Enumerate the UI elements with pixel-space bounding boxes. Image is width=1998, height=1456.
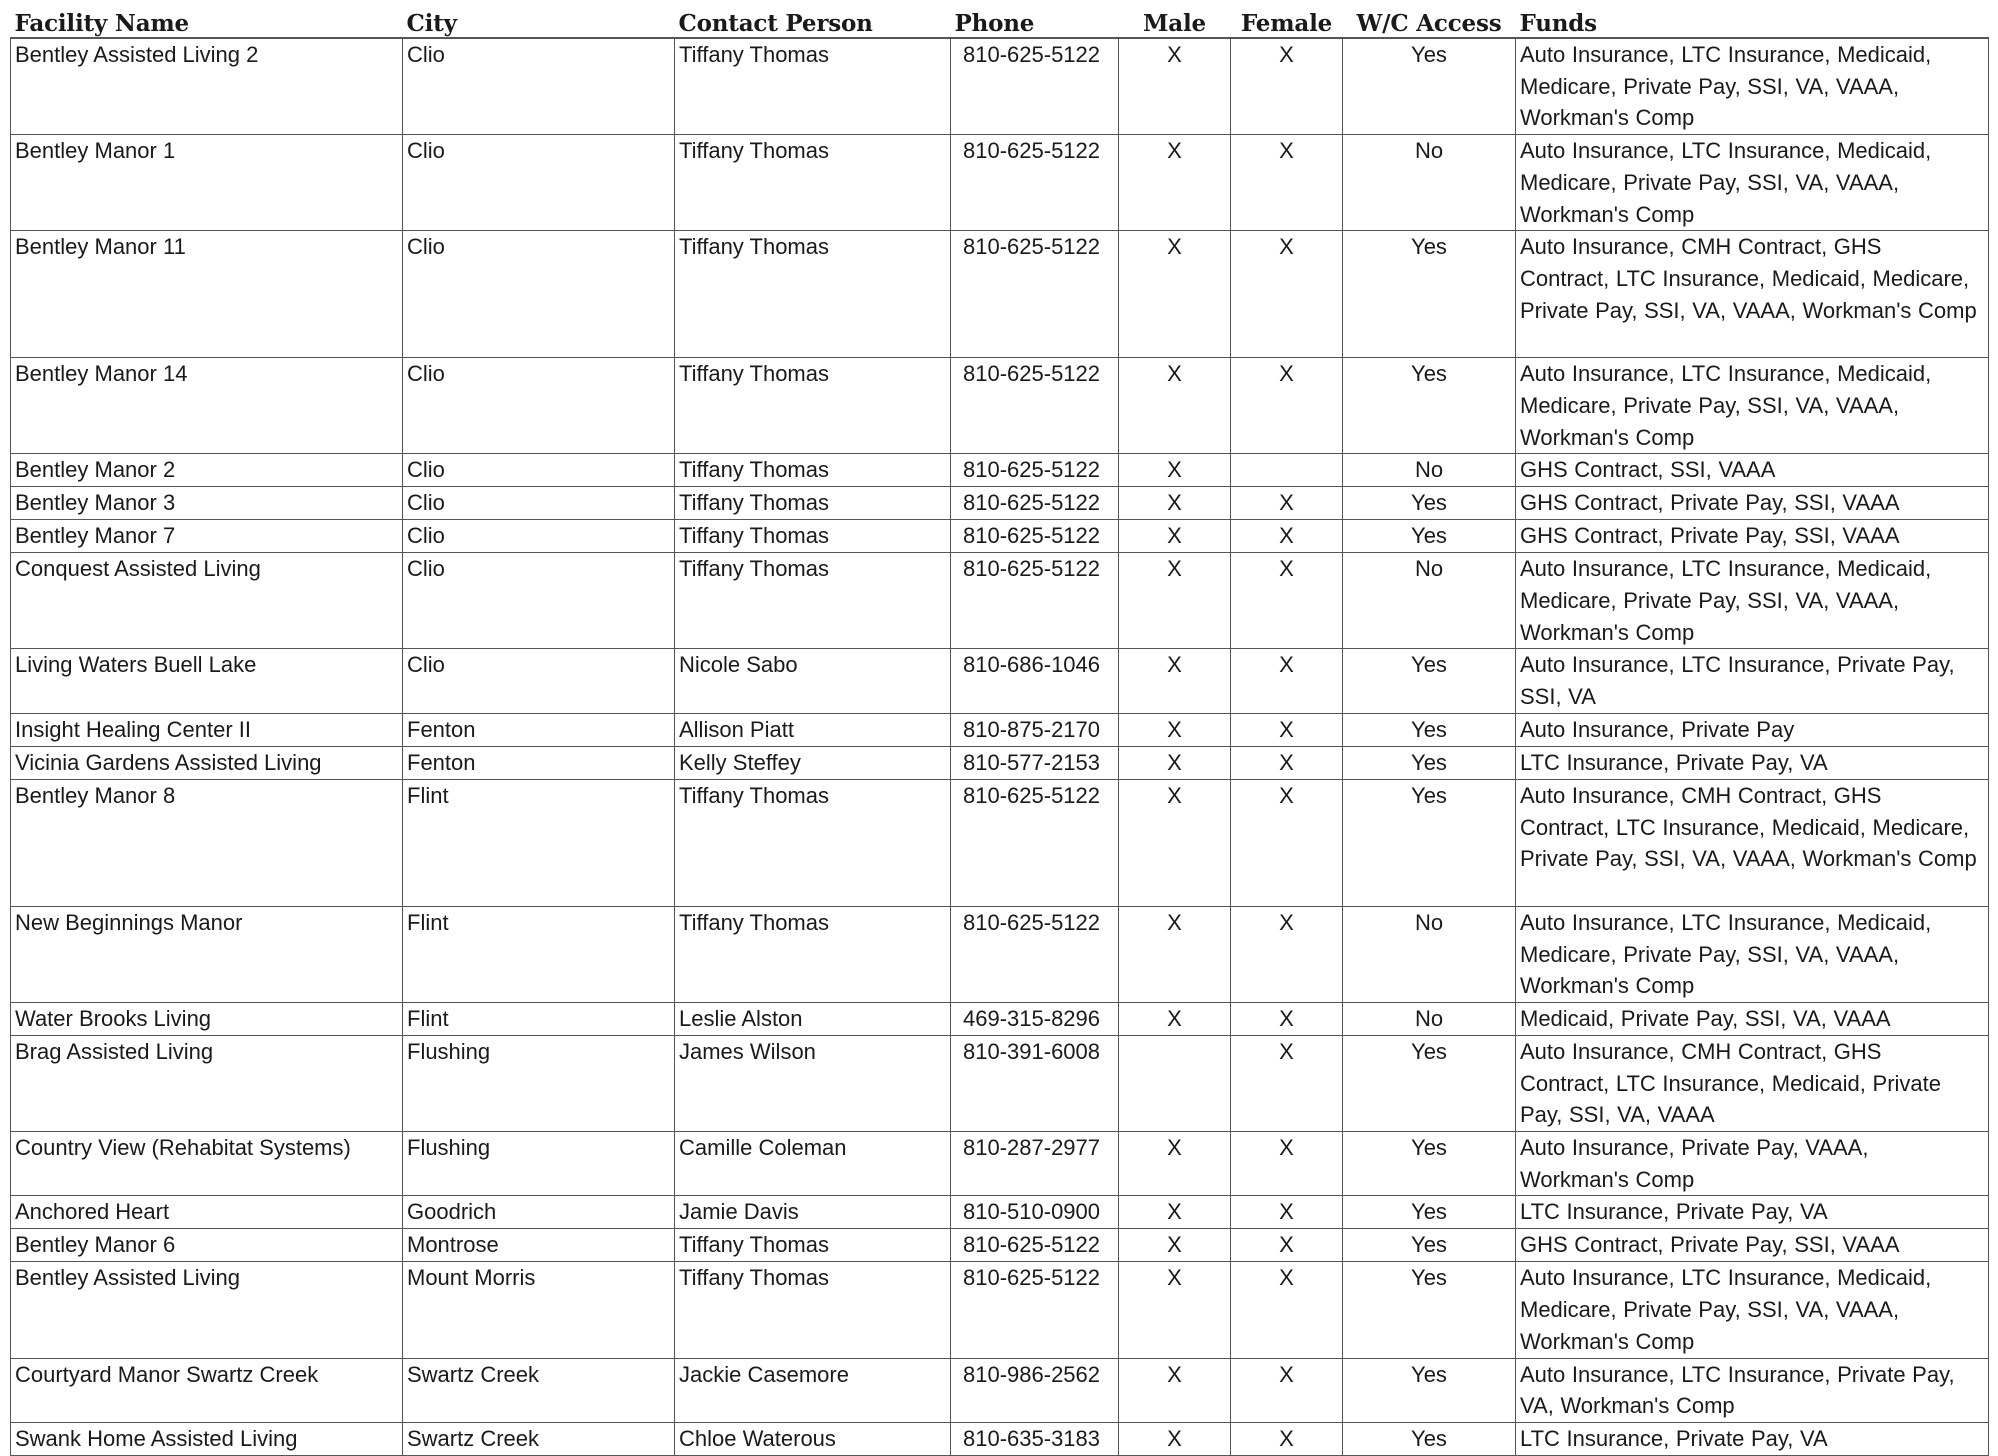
cell-funds bbox=[1516, 746, 1989, 779]
cell-funds bbox=[1516, 1229, 1989, 1262]
cell-city: Flushing bbox=[403, 1035, 675, 1131]
cell-contact-person: Tiffany Thomas bbox=[675, 231, 951, 358]
cell-funds bbox=[1516, 713, 1989, 746]
funds-line: Auto Insurance, LTC Insurance, Medicaid, bbox=[1520, 909, 1932, 935]
cell-phone: 810-391-6008 bbox=[951, 1035, 1119, 1131]
cell-wc-access: Yes bbox=[1343, 1229, 1516, 1262]
funds-line: Auto Insurance, Private Pay, VAAA, bbox=[1520, 1135, 1869, 1161]
cell-male: X bbox=[1119, 231, 1231, 358]
cell-female: X bbox=[1231, 906, 1343, 1002]
cell-contact-person: Tiffany Thomas bbox=[675, 358, 951, 454]
table-row bbox=[11, 135, 1989, 231]
funds-line: Auto Insurance, CMH Contract, GHS bbox=[1520, 782, 1882, 808]
cell-city: Montrose bbox=[403, 1229, 675, 1262]
cell-phone: 810-577-2153 bbox=[951, 746, 1119, 779]
funds-line: GHS Contract, SSI, VAAA bbox=[1520, 457, 1776, 483]
cell-facility-name: Country View (Rehabitat Systems) bbox=[11, 1132, 403, 1196]
funds-line: Pay, SSI, VA, VAAA bbox=[1520, 1102, 1715, 1128]
cell-facility-name: Courtyard Manor Swartz Creek bbox=[11, 1358, 403, 1422]
funds-line: Workman's Comp bbox=[1520, 973, 1695, 999]
table-row bbox=[11, 231, 1989, 358]
table-row bbox=[11, 553, 1989, 649]
funds-line: Contract, LTC Insurance, Medicaid, Private bbox=[1520, 1070, 1941, 1096]
table-row bbox=[11, 1262, 1989, 1358]
cell-female: X bbox=[1231, 1422, 1343, 1455]
funds-line: GHS Contract, Private Pay, SSI, VAAA bbox=[1520, 490, 1900, 516]
cell-wc-access: No bbox=[1343, 906, 1516, 1002]
funds-line: Medicare, Private Pay, SSI, VA, VAAA, bbox=[1520, 392, 1900, 418]
cell-funds bbox=[1516, 1422, 1989, 1455]
funds-line: Medicare, Private Pay, SSI, VA, VAAA, bbox=[1520, 1297, 1900, 1323]
cell-female: X bbox=[1231, 358, 1343, 454]
cell-funds bbox=[1516, 1196, 1989, 1229]
cell-male: X bbox=[1119, 746, 1231, 779]
funds-line: VA, Workman's Comp bbox=[1520, 1393, 1735, 1419]
cell-phone: 810-510-0900 bbox=[951, 1196, 1119, 1229]
cell-contact-person: Tiffany Thomas bbox=[675, 906, 951, 1002]
cell-male: X bbox=[1119, 649, 1231, 713]
cell-contact-person: Jackie Casemore bbox=[675, 1358, 951, 1422]
cell-facility-name: Vicinia Gardens Assisted Living bbox=[11, 746, 403, 779]
cell-female: X bbox=[1231, 1229, 1343, 1262]
table-row bbox=[11, 746, 1989, 779]
cell-wc-access: Yes bbox=[1343, 1132, 1516, 1196]
cell-funds bbox=[1516, 1262, 1989, 1358]
cell-funds bbox=[1516, 1358, 1989, 1422]
cell-facility-name: Bentley Manor 6 bbox=[11, 1229, 403, 1262]
cell-phone: 810-287-2977 bbox=[951, 1132, 1119, 1196]
cell-male: X bbox=[1119, 1229, 1231, 1262]
cell-male: X bbox=[1119, 487, 1231, 520]
cell-phone: 810-625-5122 bbox=[951, 520, 1119, 553]
cell-city: Flint bbox=[403, 1002, 675, 1035]
cell-city: Fenton bbox=[403, 713, 675, 746]
cell-facility-name: Brag Assisted Living bbox=[11, 1035, 403, 1131]
funds-line: Workman's Comp bbox=[1520, 105, 1695, 131]
funds-line: Auto Insurance, LTC Insurance, Medicaid, bbox=[1520, 138, 1932, 164]
funds-line: Auto Insurance, LTC Insurance, Medicaid, bbox=[1520, 361, 1932, 387]
cell-funds bbox=[1516, 358, 1989, 454]
cell-city: Clio bbox=[403, 520, 675, 553]
cell-city: Fenton bbox=[403, 746, 675, 779]
funds-line: LTC Insurance, Private Pay, VA bbox=[1520, 749, 1828, 775]
funds-line: Auto Insurance, LTC Insurance, Private Pay, bbox=[1520, 652, 1955, 678]
header-female: Female bbox=[1231, 4, 1343, 38]
funds-line: Workman's Comp bbox=[1520, 1166, 1695, 1192]
cell-phone: 810-625-5122 bbox=[951, 487, 1119, 520]
cell-funds bbox=[1516, 649, 1989, 713]
cell-male: X bbox=[1119, 779, 1231, 906]
table-row bbox=[11, 358, 1989, 454]
funds-line: Auto Insurance, LTC Insurance, Medicaid, bbox=[1520, 556, 1932, 582]
table-row bbox=[11, 713, 1989, 746]
cell-wc-access: No bbox=[1343, 454, 1516, 487]
cell-contact-person: Kelly Steffey bbox=[675, 746, 951, 779]
cell-phone: 810-625-5122 bbox=[951, 454, 1119, 487]
cell-male: X bbox=[1119, 906, 1231, 1002]
cell-contact-person: James Wilson bbox=[675, 1035, 951, 1131]
cell-phone: 810-625-5122 bbox=[951, 358, 1119, 454]
cell-facility-name: Bentley Manor 8 bbox=[11, 779, 403, 906]
table-row bbox=[11, 38, 1989, 135]
funds-line: LTC Insurance, Private Pay, VA bbox=[1520, 1199, 1828, 1225]
table-row bbox=[11, 1002, 1989, 1035]
funds-line: Workman's Comp bbox=[1520, 424, 1695, 450]
table-row bbox=[11, 1196, 1989, 1229]
cell-phone: 810-625-5122 bbox=[951, 231, 1119, 358]
cell-contact-person: Tiffany Thomas bbox=[675, 1262, 951, 1358]
cell-phone: 810-625-5122 bbox=[951, 1262, 1119, 1358]
header-facility-name: Facility Name bbox=[11, 4, 403, 38]
header-phone: Phone bbox=[951, 4, 1119, 38]
cell-contact-person: Tiffany Thomas bbox=[675, 454, 951, 487]
cell-female: X bbox=[1231, 520, 1343, 553]
cell-facility-name: New Beginnings Manor bbox=[11, 906, 403, 1002]
header-male: Male bbox=[1119, 4, 1231, 38]
funds-line: Medicaid, Private Pay, SSI, VA, VAAA bbox=[1520, 1005, 1891, 1031]
cell-female: X bbox=[1231, 649, 1343, 713]
cell-funds bbox=[1516, 1132, 1989, 1196]
funds-line: Contract, LTC Insurance, Medicaid, Medicare, bbox=[1520, 814, 1970, 840]
cell-phone: 810-625-5122 bbox=[951, 906, 1119, 1002]
cell-contact-person: Camille Coleman bbox=[675, 1132, 951, 1196]
cell-city: Mount Morris bbox=[403, 1262, 675, 1358]
header-city: City bbox=[403, 4, 675, 38]
header-contact-person: Contact Person bbox=[675, 4, 951, 38]
funds-line: Private Pay, SSI, VA, VAAA, Workman's Comp bbox=[1520, 846, 1977, 872]
cell-city: Clio bbox=[403, 38, 675, 135]
cell-male: X bbox=[1119, 1002, 1231, 1035]
cell-funds bbox=[1516, 1002, 1989, 1035]
cell-facility-name: Bentley Manor 7 bbox=[11, 520, 403, 553]
cell-wc-access: Yes bbox=[1343, 487, 1516, 520]
cell-facility-name: Conquest Assisted Living bbox=[11, 553, 403, 649]
cell-male: X bbox=[1119, 38, 1231, 135]
table-row bbox=[11, 1035, 1989, 1131]
cell-funds bbox=[1516, 454, 1989, 487]
cell-wc-access: Yes bbox=[1343, 1422, 1516, 1455]
cell-facility-name: Living Waters Buell Lake bbox=[11, 649, 403, 713]
cell-contact-person: Tiffany Thomas bbox=[675, 553, 951, 649]
cell-facility-name: Bentley Manor 3 bbox=[11, 487, 403, 520]
cell-female: X bbox=[1231, 1358, 1343, 1422]
funds-line: Workman's Comp bbox=[1520, 1328, 1695, 1354]
cell-facility-name: Bentley Manor 1 bbox=[11, 135, 403, 231]
funds-line: Workman's Comp bbox=[1520, 619, 1695, 645]
funds-line: GHS Contract, Private Pay, SSI, VAAA bbox=[1520, 523, 1900, 549]
table-row bbox=[11, 520, 1989, 553]
cell-phone: 810-625-5122 bbox=[951, 38, 1119, 135]
cell-city: Swartz Creek bbox=[403, 1358, 675, 1422]
funds-line: Workman's Comp bbox=[1520, 201, 1695, 227]
cell-facility-name: Bentley Assisted Living 2 bbox=[11, 38, 403, 135]
table-body bbox=[11, 38, 1989, 1455]
table-row bbox=[11, 906, 1989, 1002]
cell-female: X bbox=[1231, 135, 1343, 231]
cell-contact-person: Chloe Waterous bbox=[675, 1422, 951, 1455]
cell-contact-person: Tiffany Thomas bbox=[675, 487, 951, 520]
cell-male: X bbox=[1119, 1422, 1231, 1455]
cell-wc-access: Yes bbox=[1343, 231, 1516, 358]
cell-city: Clio bbox=[403, 487, 675, 520]
funds-line: Auto Insurance, LTC Insurance, Medicaid, bbox=[1520, 1265, 1932, 1291]
cell-funds bbox=[1516, 38, 1989, 135]
cell-male: X bbox=[1119, 1358, 1231, 1422]
cell-funds bbox=[1516, 1035, 1989, 1131]
cell-phone: 810-625-5122 bbox=[951, 779, 1119, 906]
cell-wc-access: Yes bbox=[1343, 520, 1516, 553]
facility-table-sheet bbox=[10, 4, 1988, 1456]
cell-facility-name: Water Brooks Living bbox=[11, 1002, 403, 1035]
cell-wc-access: Yes bbox=[1343, 649, 1516, 713]
table-row bbox=[11, 454, 1989, 487]
cell-female: X bbox=[1231, 487, 1343, 520]
cell-male: X bbox=[1119, 713, 1231, 746]
cell-city: Goodrich bbox=[403, 1196, 675, 1229]
header-wc-access: W/C Access bbox=[1343, 4, 1516, 38]
cell-contact-person: Leslie Alston bbox=[675, 1002, 951, 1035]
funds-line: Medicare, Private Pay, SSI, VA, VAAA, bbox=[1520, 588, 1900, 614]
table-row bbox=[11, 1358, 1989, 1422]
cell-facility-name: Bentley Manor 11 bbox=[11, 231, 403, 358]
funds-line: SSI, VA bbox=[1520, 684, 1596, 710]
cell-male: X bbox=[1119, 553, 1231, 649]
cell-wc-access: Yes bbox=[1343, 779, 1516, 906]
cell-facility-name: Anchored Heart bbox=[11, 1196, 403, 1229]
cell-wc-access: No bbox=[1343, 1002, 1516, 1035]
cell-female: X bbox=[1231, 746, 1343, 779]
cell-contact-person: Tiffany Thomas bbox=[675, 1229, 951, 1262]
table-row bbox=[11, 1229, 1989, 1262]
cell-city: Clio bbox=[403, 231, 675, 358]
cell-contact-person: Tiffany Thomas bbox=[675, 779, 951, 906]
cell-facility-name: Insight Healing Center II bbox=[11, 713, 403, 746]
funds-line: Medicare, Private Pay, SSI, VA, VAAA, bbox=[1520, 941, 1900, 967]
cell-city: Swartz Creek bbox=[403, 1422, 675, 1455]
cell-wc-access: Yes bbox=[1343, 1358, 1516, 1422]
facility-table bbox=[10, 4, 1989, 1456]
cell-male: X bbox=[1119, 454, 1231, 487]
cell-female: X bbox=[1231, 713, 1343, 746]
cell-wc-access: Yes bbox=[1343, 38, 1516, 135]
funds-line: Auto Insurance, LTC Insurance, Private Pay, bbox=[1520, 1361, 1955, 1387]
cell-city: Clio bbox=[403, 358, 675, 454]
cell-wc-access: Yes bbox=[1343, 1262, 1516, 1358]
funds-line: Auto Insurance, Private Pay bbox=[1520, 716, 1795, 742]
cell-contact-person: Jamie Davis bbox=[675, 1196, 951, 1229]
cell-male: X bbox=[1119, 1132, 1231, 1196]
cell-contact-person: Tiffany Thomas bbox=[675, 38, 951, 135]
cell-city: Clio bbox=[403, 454, 675, 487]
cell-female: X bbox=[1231, 231, 1343, 358]
cell-phone: 810-625-5122 bbox=[951, 1229, 1119, 1262]
cell-city: Clio bbox=[403, 649, 675, 713]
table-header-row bbox=[11, 4, 1989, 38]
cell-funds bbox=[1516, 520, 1989, 553]
funds-line: LTC Insurance, Private Pay, VA bbox=[1520, 1425, 1828, 1451]
funds-line: Auto Insurance, LTC Insurance, Medicaid, bbox=[1520, 42, 1932, 67]
cell-wc-access: Yes bbox=[1343, 358, 1516, 454]
cell-female: X bbox=[1231, 553, 1343, 649]
funds-line: Contract, LTC Insurance, Medicaid, Medicare, bbox=[1520, 265, 1970, 291]
cell-female: X bbox=[1231, 1262, 1343, 1358]
cell-phone: 810-686-1046 bbox=[951, 649, 1119, 713]
cell-city: Clio bbox=[403, 135, 675, 231]
cell-phone: 810-625-5122 bbox=[951, 553, 1119, 649]
cell-funds bbox=[1516, 135, 1989, 231]
cell-phone: 810-986-2562 bbox=[951, 1358, 1119, 1422]
cell-city: Flint bbox=[403, 906, 675, 1002]
cell-wc-access: No bbox=[1343, 553, 1516, 649]
cell-male: X bbox=[1119, 358, 1231, 454]
cell-facility-name: Bentley Manor 2 bbox=[11, 454, 403, 487]
cell-phone: 469-315-8296 bbox=[951, 1002, 1119, 1035]
cell-wc-access: No bbox=[1343, 135, 1516, 231]
cell-female: X bbox=[1231, 38, 1343, 135]
table-row bbox=[11, 487, 1989, 520]
table-row bbox=[11, 1422, 1989, 1455]
cell-funds bbox=[1516, 553, 1989, 649]
cell-facility-name: Swank Home Assisted Living bbox=[11, 1422, 403, 1455]
cell-funds bbox=[1516, 906, 1989, 1002]
cell-wc-access: Yes bbox=[1343, 746, 1516, 779]
cell-male: X bbox=[1119, 520, 1231, 553]
funds-line: Auto Insurance, CMH Contract, GHS bbox=[1520, 1038, 1882, 1064]
funds-line: Medicare, Private Pay, SSI, VA, VAAA, bbox=[1520, 169, 1900, 195]
cell-funds bbox=[1516, 231, 1989, 358]
funds-line: Private Pay, SSI, VA, VAAA, Workman's Comp bbox=[1520, 297, 1977, 323]
funds-line: Medicare, Private Pay, SSI, VA, VAAA, bbox=[1520, 73, 1900, 99]
cell-female: X bbox=[1231, 1132, 1343, 1196]
cell-male: X bbox=[1119, 135, 1231, 231]
cell-female: X bbox=[1231, 1196, 1343, 1229]
cell-male: X bbox=[1119, 1196, 1231, 1229]
cell-phone: 810-635-3183 bbox=[951, 1422, 1119, 1455]
cell-phone: 810-875-2170 bbox=[951, 713, 1119, 746]
cell-contact-person: Nicole Sabo bbox=[675, 649, 951, 713]
cell-contact-person: Allison Piatt bbox=[675, 713, 951, 746]
cell-male: X bbox=[1119, 1262, 1231, 1358]
cell-female: X bbox=[1231, 779, 1343, 906]
cell-city: Flushing bbox=[403, 1132, 675, 1196]
table-row bbox=[11, 1132, 1989, 1196]
cell-city: Clio bbox=[403, 553, 675, 649]
table-row bbox=[11, 779, 1989, 906]
cell-wc-access: Yes bbox=[1343, 713, 1516, 746]
cell-female bbox=[1231, 454, 1343, 487]
cell-male bbox=[1119, 1035, 1231, 1131]
cell-city: Flint bbox=[403, 779, 675, 906]
cell-phone: 810-625-5122 bbox=[951, 135, 1119, 231]
funds-line: Auto Insurance, CMH Contract, GHS bbox=[1520, 234, 1882, 260]
cell-facility-name: Bentley Assisted Living bbox=[11, 1262, 403, 1358]
cell-facility-name: Bentley Manor 14 bbox=[11, 358, 403, 454]
cell-funds bbox=[1516, 779, 1989, 906]
cell-female: X bbox=[1231, 1035, 1343, 1131]
funds-line: GHS Contract, Private Pay, SSI, VAAA bbox=[1520, 1232, 1900, 1258]
cell-wc-access: Yes bbox=[1343, 1196, 1516, 1229]
table-row bbox=[11, 649, 1989, 713]
cell-wc-access: Yes bbox=[1343, 1035, 1516, 1131]
cell-female: X bbox=[1231, 1002, 1343, 1035]
cell-funds bbox=[1516, 487, 1989, 520]
cell-contact-person: Tiffany Thomas bbox=[675, 520, 951, 553]
header-funds: Funds bbox=[1516, 4, 1989, 38]
cell-contact-person: Tiffany Thomas bbox=[675, 135, 951, 231]
